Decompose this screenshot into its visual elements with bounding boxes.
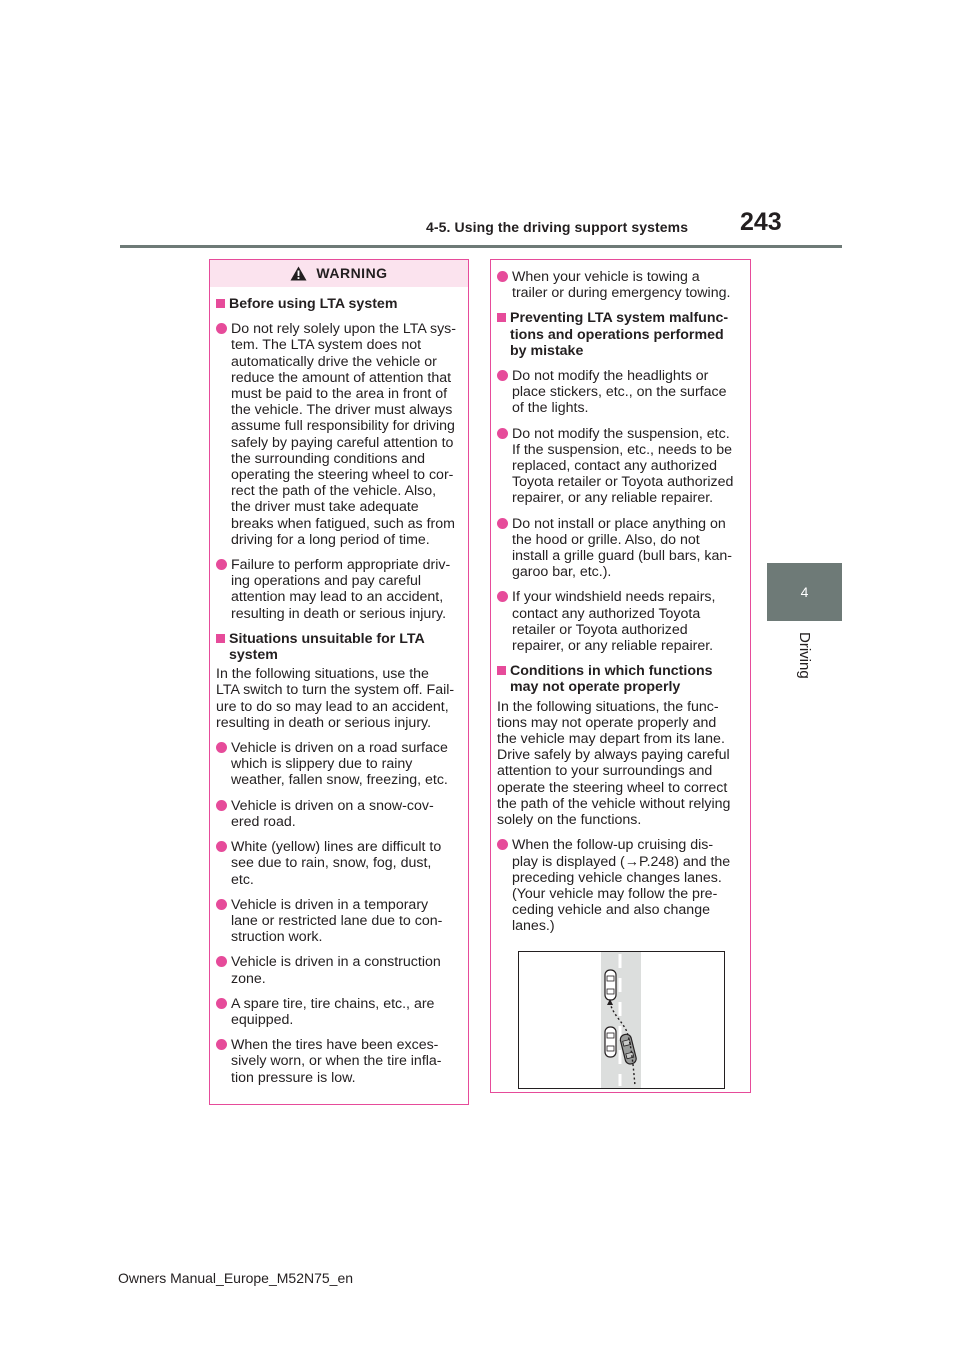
round-bullet-icon [497, 271, 508, 282]
list-item [216, 798, 456, 830]
lane-change-diagram [519, 952, 724, 1088]
heading-text: Conditions in which functions may not operate properly [510, 663, 713, 696]
chapter-tab: 4 [767, 563, 842, 621]
warning-triangle-icon [290, 266, 307, 281]
round-bullet-icon [497, 839, 508, 850]
warning-title: WARNING [316, 265, 388, 282]
list-item [216, 1037, 456, 1086]
bullet-text: White (yellow) lines are difficult to see due to rain, snow, fog, dust, etc. [231, 839, 442, 888]
round-bullet-icon [497, 518, 508, 529]
square-bullet-icon [497, 313, 506, 322]
list-item [216, 740, 456, 789]
bullet-text: When the tires have been exces- sively worn, or when the tire infla- tion pressure is low. [231, 1037, 442, 1086]
round-bullet-icon [216, 742, 227, 753]
heading-text: Preventing LTA system malfunc- tions and operations performed by mistake [510, 310, 729, 359]
list-item [497, 426, 738, 507]
header-divider [120, 245, 842, 248]
paragraph: In the following situations, the func- tions may not operate properly and the vehicle may depart from its lane. Drive safely by always paying careful attention to your surroundings and operate the steering wheel to correct the path of the vehicle without relying solely on the functions. [497, 698, 731, 829]
list-item [497, 516, 738, 581]
round-bullet-icon [216, 800, 227, 811]
bullet-text: Do not modify the headlights or place stickers, etc., on the surface of the lights. [512, 368, 727, 417]
list-item [216, 996, 456, 1028]
bullet-text: When the follow-up cruising dis- play is displayed (→P.248) and the preceding vehicle changes lanes. (Your vehicle may follow the pre- ceding vehicle and also change lanes.) [512, 837, 731, 935]
round-bullet-icon [216, 956, 227, 967]
round-bullet-icon [216, 899, 227, 910]
round-bullet-icon [216, 1039, 227, 1050]
list-item [216, 897, 456, 946]
page-number: 243 [740, 208, 782, 236]
bullet-text: When your vehicle is towing a trailer or during emergency towing. [512, 269, 731, 302]
bullet-text: A spare tire, tire chains, etc., are equipped. [231, 995, 435, 1028]
bullet-text: Vehicle is driven on a road surface which is slippery due to rainy weather, fallen snow, freezing, etc. [231, 740, 448, 789]
list-item [216, 557, 456, 622]
bullet-text: Do not modify the suspension, etc. If the suspension, etc., needs to be replaced, contact any authorized Toyota retailer or Toyota authorized repairer, or any reliable repairer. [512, 425, 734, 507]
bullet-text: Vehicle is driven in a construction zone. [231, 954, 441, 987]
bullet-text: If your windshield needs repairs, contact any authorized Toyota retailer or Toyota authorized repairer, or any reliable repairer. [512, 589, 716, 655]
heading-text: Before using LTA system [229, 296, 398, 312]
warning-box-left [209, 259, 469, 1105]
round-bullet-icon [216, 559, 227, 570]
list-item [216, 321, 456, 548]
round-bullet-icon [497, 370, 508, 381]
heading-before-using [216, 296, 456, 312]
square-bullet-icon [497, 666, 506, 675]
bullet-text: Failure to perform appropriate driv- ing operations and pay careful attention may lead to an accident, resulting in death or serious injury. [231, 557, 451, 622]
bullet-text: Vehicle is driven in a temporary lane or restricted lane due to con- struction work. [231, 896, 443, 946]
heading-unsuitable-situations [216, 631, 456, 663]
round-bullet-icon [216, 841, 227, 852]
list-item [497, 269, 738, 301]
paragraph: In the following situations, use the LTA switch to turn the system off. Fail- ure to do so may lead to an accident, resulting in death or serious injury. [216, 666, 455, 731]
heading-preventing-malfunctions [497, 310, 738, 359]
square-bullet-icon [216, 299, 225, 308]
list-item [497, 837, 738, 934]
warning-header [210, 260, 468, 287]
own-vehicle [605, 1027, 616, 1057]
round-bullet-icon [497, 428, 508, 439]
chapter-label: Driving [796, 632, 813, 679]
footer-text: Owners Manual_Europe_M52N75_en [118, 1270, 354, 1286]
lane-change-illustration [518, 951, 725, 1089]
heading-conditions-not-operate [497, 663, 738, 695]
bullet-text: Do not rely solely upon the LTA sys- tem. The LTA system does not automatically drive the vehicle or reduce the amount of attention that must be paid to the area in front of the vehicle. The driver must always assume full responsibility for driving safely by paying careful attention to the surrounding conditions and operating the steering wheel to cor- rect the path of the vehicle. Also, the driver must take adequate breaks when fatigued, such as from driving for a long period of time. [231, 321, 457, 548]
round-bullet-icon [497, 591, 508, 602]
section-title: 4-5. Using the driving support systems [426, 219, 689, 235]
bullet-text: Do not install or place anything on the hood or grille. Also, do not install a grille guard (bull bars, kan- garoo bar, etc.). [512, 515, 733, 581]
list-item [497, 368, 738, 417]
list-item [216, 839, 456, 888]
bullet-text: Vehicle is driven on a snow-cov- ered road. [231, 797, 434, 830]
list-item [497, 589, 738, 654]
warning-box-right [490, 259, 751, 1093]
round-bullet-icon [216, 323, 227, 334]
preceding-vehicle-front [605, 970, 616, 1000]
square-bullet-icon [216, 634, 225, 643]
list-item [216, 954, 456, 986]
heading-text: Situations unsuitable for LTA system [229, 630, 425, 664]
round-bullet-icon [216, 998, 227, 1009]
